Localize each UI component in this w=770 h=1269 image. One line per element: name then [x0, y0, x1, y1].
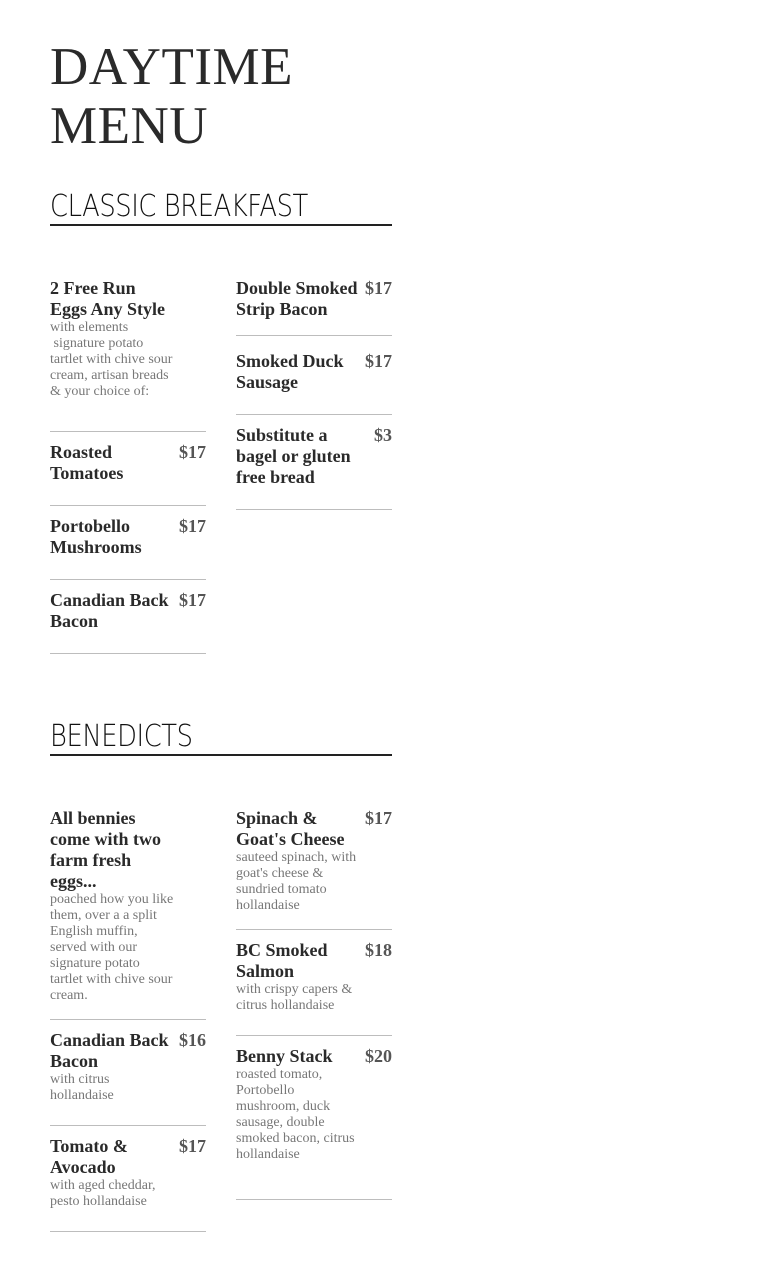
menu-item	[236, 1046, 392, 1200]
menu-item	[50, 442, 206, 506]
item-name: 2 Free Run Eggs Any Style	[50, 278, 166, 319]
item-name: Smoked Duck Sausage	[236, 351, 344, 392]
menu-item	[50, 516, 206, 580]
item-price: $18	[365, 940, 392, 960]
item-name: Double Smoked Strip Bacon	[236, 278, 358, 319]
menu-item	[236, 278, 392, 336]
item-description: with crispy capers & citrus hollandaise	[236, 982, 356, 1013]
menu-item	[50, 1136, 206, 1232]
menu-item	[50, 1030, 206, 1126]
item-price: $17	[365, 808, 392, 828]
item-name: Portobello Mushrooms	[50, 516, 142, 557]
item-name: Substitute a bagel or gluten free bread	[236, 425, 351, 487]
classic-breakfast-right-column	[236, 278, 392, 510]
item-description: with aged cheddar, pesto hollandaise	[50, 1178, 160, 1209]
item-description: with citrus hollandaise	[50, 1072, 114, 1103]
benedicts-right-column	[236, 808, 392, 1200]
menu-title	[50, 38, 293, 156]
item-name: Tomato & Avocado	[50, 1136, 128, 1177]
item-name: BC Smoked Salmon	[236, 940, 328, 981]
item-description: poached how you like them, over a a split English muffin, served with our signature potato tartlet with chive sour cream.	[50, 892, 177, 1003]
menu-item	[50, 278, 206, 432]
item-price: $20	[365, 1046, 392, 1066]
menu-item	[236, 425, 392, 510]
item-price: $3	[374, 425, 392, 445]
item-name: All bennies come with two farm fresh eggs...	[50, 808, 161, 891]
item-price: $16	[179, 1030, 206, 1050]
menu-title-line-1: DAYTIME	[50, 38, 293, 96]
item-price: $17	[365, 351, 392, 371]
benedicts-left-column	[50, 808, 206, 1232]
item-description: with elements signature potato tartlet with chive sour cream, artisan breads & your choice of:	[50, 320, 173, 399]
menu-item	[236, 940, 392, 1036]
menu-title-line-2: MENU	[50, 97, 209, 155]
item-price: $17	[179, 1136, 206, 1156]
item-price: $17	[365, 278, 392, 298]
menu-item	[50, 808, 206, 1020]
item-name: Spinach & Goat's Cheese	[236, 808, 345, 849]
classic-breakfast-left-column	[50, 278, 206, 654]
item-name: Canadian Back Bacon	[50, 1030, 169, 1071]
item-price: $17	[179, 442, 206, 462]
item-description: sauteed spinach, with goat's cheese & sundried tomato hollandaise	[236, 850, 360, 913]
menu-item	[236, 808, 392, 930]
item-description: roasted tomato, Portobello mushroom, duck sausage, double smoked bacon, citrus hollandaise	[236, 1067, 359, 1162]
item-name: Roasted Tomatoes	[50, 442, 124, 483]
item-name: Canadian Back Bacon	[50, 590, 169, 631]
item-name: Benny Stack	[236, 1046, 333, 1066]
section-heading-benedicts: BENEDICTS	[50, 720, 392, 756]
item-price: $17	[179, 590, 206, 610]
item-price: $17	[179, 516, 206, 536]
menu-item	[236, 351, 392, 415]
section-heading-classic-breakfast: CLASSIC BREAKFAST	[50, 190, 392, 226]
menu-item	[50, 590, 206, 654]
